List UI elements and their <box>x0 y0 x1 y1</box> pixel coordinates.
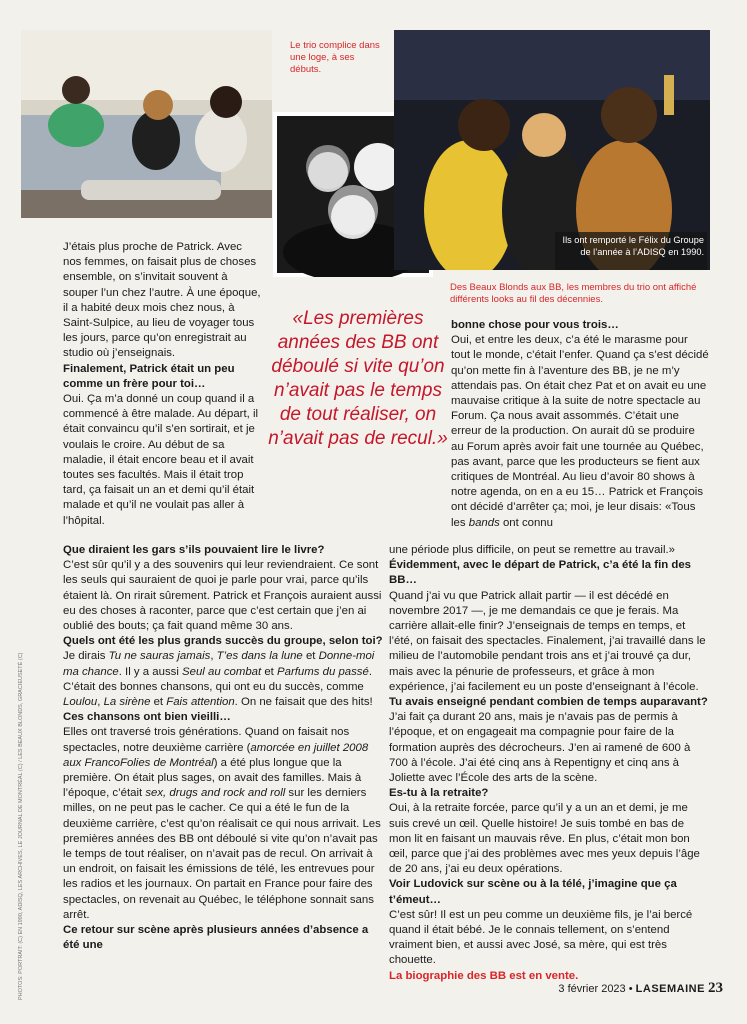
italic-aside: amorcée en juillet 2008 aux FrancoFolies de Montréal <box>63 741 369 769</box>
song-title: Donne-moi ma chance <box>63 650 375 678</box>
question: Finalement, Patrick était un peu comme un frère pour toi… <box>63 362 235 390</box>
question: bonne chose pour vous trois… <box>451 319 619 331</box>
photo-credits: PHOTOS: PORTRAIT: (C) EN 1990, ADISQ, LES ARCHIVES, LE JOURNAL DE MONTRÉAL (C) / LES BEAUX BLONDS, GRACIEUSETÉ (C) <box>18 652 24 1000</box>
song-title: T’es dans la lune <box>216 650 303 663</box>
question: Ces chansons ont bien vieilli… <box>63 711 231 724</box>
paragraph: Oui, et entre les deux, c’a été le marasme pour tout le monde, c’était l’enfer. Quand ça s’est décidé qu’on mette fin à l’aventure des BB, je ne m’y attendais pas. On était chez Pat et on avait eu une mauvaise critique à la suite de notre spectacle au Forum. Ça nous avait assommés. C’était une erreur de la production. On aurait dû se produire au Forum après avoir fait une tournée au Québec, pas avant, parce que les producteurs se fient aux critiques de Montréal. Au lieu d’avoir 80 shows à notre agenda, on en a eu 15… Patrick et François ont décidé d’arrêter ça; moi, je leur disais: «Tous les bands ont connu <box>451 334 709 529</box>
question: Voir Ludovick sur scène ou à la télé, j’imagine que ça t’émeut… <box>389 878 677 906</box>
paragraph: Oui, à la retraite forcée, parce qu’il y a un an et demi, je me suis crevé un œil. Quelle histoire! Je suis tombé en bas de mon lit en faisant un mauvais rêve. En plus, c’était mon bon œil, parce que j’ai des problèmes avec mes yeux depuis l’âge de 20 ans, j’ai eu deux opérations. <box>389 802 700 876</box>
song-title: Loulou <box>63 696 98 709</box>
paragraph: C’est sûr qu’il y a des souvenirs qui leur reviendraient. Ce sont les seuls qui sauraient de quoi je parle pour vrai, parce qu’ils étaient là. On rirait sûrement. Patrick et François auraient aussi eu des choses à raconter, parce que c’est certain que j’en ai oublié des bouts; ça fait quand même 30 ans. <box>63 559 382 633</box>
right-column <box>451 318 709 531</box>
question: Évidemment, avec le départ de Patrick, c’a été la fin des BB… <box>389 559 691 587</box>
paragraph: J’étais plus proche de Patrick. Avec nos femmes, on faisait plus de choses ensemble, on s’invitait souvent à souper l’un chez l’autre. À une époque, il a habité deux mois chez nous, à Saint-Sulpice, au lieu de voyager tous les jours, parce qu’on enregistrait au studio où j’enseignais. <box>63 241 261 360</box>
caption-looks: Des Beaux Blonds aux BB, les membres du trio ont affiché différents looks au fil des décennies. <box>450 282 697 305</box>
page-footer <box>558 980 723 997</box>
left-column <box>63 240 263 529</box>
question: Quels ont été les plus grands succès du groupe, selon toi? <box>63 635 383 648</box>
page-number: 23 <box>708 980 723 996</box>
question: Tu avais enseigné pendant combien de temps auparavant? <box>389 696 708 709</box>
italic-phrase: sex, drugs and rock and roll <box>145 787 286 800</box>
paragraph: Quand j’ai vu que Patrick allait partir — il est décédé en novembre 2017 —, je me demandais ce que je ferais. Ma carrière allait-elle finir? J’enseignais de temps en temps, et l’été, on faisait des spectacles. Finalement, j’ai travaillé dans le milieu de l’automobile pendant trois ans et j’ai trouvé ça dur, mais avec la pénurie de professeurs, et grâce à mon expérience, j’ai facilement eu un poste d’enseignant à l’école. <box>389 589 706 693</box>
song-title: Fais attention <box>166 696 235 709</box>
magazine-name: LASEMAINE <box>635 983 705 995</box>
paragraph: Oui. Ça m’a donné un coup quand il a commencé à être malade. Au départ, il était convaincu qu’il s’en sortirait, et je voulais le croire. Au début de sa maladie, il était encore beau et il avait toutes ses facultés. Mais il était trop tard, ça faisait un an et demi qu’il était malade et qu’il ne voulait pas aller à l’hôpital. <box>63 393 259 527</box>
pull-quote: «Les premières années des BB ont déboulé si vite qu’on n’avait pas le temps de tout réaliser, on n’avait pas de recul.» <box>268 308 448 449</box>
footer-bullet: • <box>628 983 633 995</box>
question: Es-tu à la retraite? <box>389 787 489 800</box>
song-title: Tu ne sauras jamais <box>108 650 211 663</box>
paragraph: Elles ont traversé trois générations. Quand on faisait nos spectacles, notre deuxième carrière (amorcée en juillet 2008 aux FrancoFolies de Montréal) a été plus longue que la première. On était plus sages, on avait des familles. Mais à l’époque, c’était sex, drugs and rock and roll sur les derniers milles, on ne peut pas le cacher. Ce qui a été le fun de la deuxième carrière, c’est qu’on réalisait ce qui nous arrivait. Les premières années des BB ont déboulé si vite qu’on n’avait pas le temps de tout réaliser, on n’avait pas de recul. On arrivait à un endroit, on faisait les émissions de télé, les entrevues pour les radios et les journaux. On partait en France pour faire des spectacles, on revenait au Québec, le téléphone sonnait sans arrêt. <box>63 726 381 921</box>
question: Que diraient les gars s’ils pouvaient lire le livre? <box>63 544 325 556</box>
left-full-column <box>63 543 386 953</box>
issue-date: 3 février 2023 <box>558 983 626 995</box>
song-title: Seul au combat <box>182 665 262 678</box>
right-full-column <box>389 543 709 984</box>
song-title: La sirène <box>103 696 151 709</box>
photo-trio-couch <box>21 30 272 218</box>
paragraph-hits: Je dirais Tu ne sauras jamais, T’es dans la lune et Donne-moi ma chance. Il y a aussi Seul au combat et Parfums du passé. C’était des bonnes chansons, qui ont eu du succès, comme Loulou, La sirène et Fais attention. On ne faisait que des hits! <box>63 650 375 709</box>
song-title: Parfums du passé <box>277 665 369 678</box>
promo-line: La biographie des BB est en vente. <box>389 969 579 982</box>
question: Ce retour sur scène après plusieurs années d’absence a été une <box>63 924 369 952</box>
italic-word: bands <box>468 516 500 529</box>
paragraph: C’est sûr! Il est un peu comme un deuxième fils, je l’ai bercé quand il était bébé. Je le connais tellement, on s’entend vraiment bien, et aussi avec José, sa mère, qui est très chouette. <box>389 908 693 967</box>
paragraph: J’ai fait ça durant 20 ans, mais je n’avais pas de permis à l’époque, et on engageait ma compagnie pour faire de la formation auprès des décrocheurs. J’en ai ramené de 600 à 700 à l’école. J’ai été cinq ans à Repentigny et cinq ans à Joliette avec l’École des arts de la scène. <box>389 711 691 785</box>
caption-trio-loge: Le trio complice dans une loge, à ses débuts. <box>290 40 380 75</box>
caption-felix: Ils ont remporté le Félix du Groupe de l’année à l’ADISQ en 1990. <box>562 235 704 257</box>
paragraph: une période plus difficile, on peut se remettre au travail.» <box>389 544 675 556</box>
